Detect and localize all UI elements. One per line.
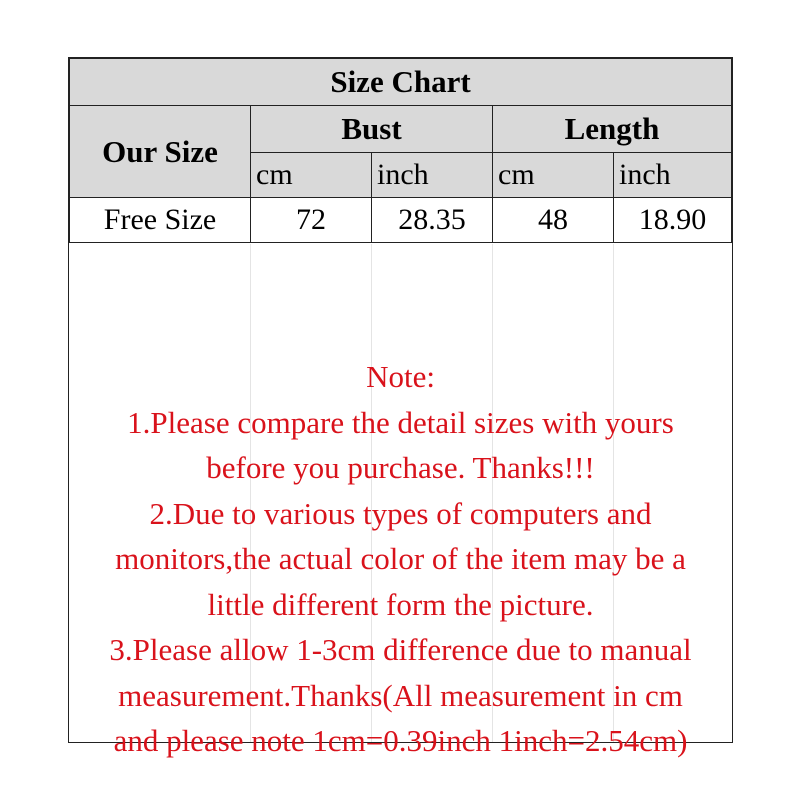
note-line: 2.Due to various types of computers and <box>149 495 652 531</box>
note-line: 1.Please compare the detail sizes with yours <box>127 404 674 440</box>
table-title: Size Chart <box>70 59 732 106</box>
size-chart-table <box>69 58 732 243</box>
our-size-header: Our Size <box>70 106 251 198</box>
size-chart-sheet <box>68 57 733 758</box>
unit-header-bust-inch: inch <box>372 153 493 198</box>
note-line: 3.Please allow 1-3cm difference due to manual <box>109 632 692 667</box>
unit-header-length-cm: cm <box>493 153 614 198</box>
notes-block <box>69 354 732 764</box>
length-header: Length <box>493 106 732 153</box>
table-row <box>70 198 732 243</box>
bust-cm-cell: 72 <box>251 198 372 243</box>
note-line: and please note 1cm=0.39inch 1inch=2.54cm) <box>113 723 688 758</box>
note-heading: Note: <box>366 359 435 394</box>
length-cm-cell: 48 <box>493 198 614 243</box>
unit-header-length-inch: inch <box>614 153 732 198</box>
note-line: before you purchase. Thanks!!! <box>206 450 595 485</box>
size-cell: Free Size <box>70 198 251 243</box>
note-line: monitors,the actual color of the item may be a <box>115 541 686 576</box>
length-inch-cell: 18.90 <box>614 198 732 243</box>
unit-header-bust-cm: cm <box>251 153 372 198</box>
note-line: measurement.Thanks(All measurement in cm <box>118 677 683 713</box>
note-line: little different form the picture. <box>207 586 594 622</box>
bust-header: Bust <box>251 106 493 153</box>
bust-inch-cell: 28.35 <box>372 198 493 243</box>
